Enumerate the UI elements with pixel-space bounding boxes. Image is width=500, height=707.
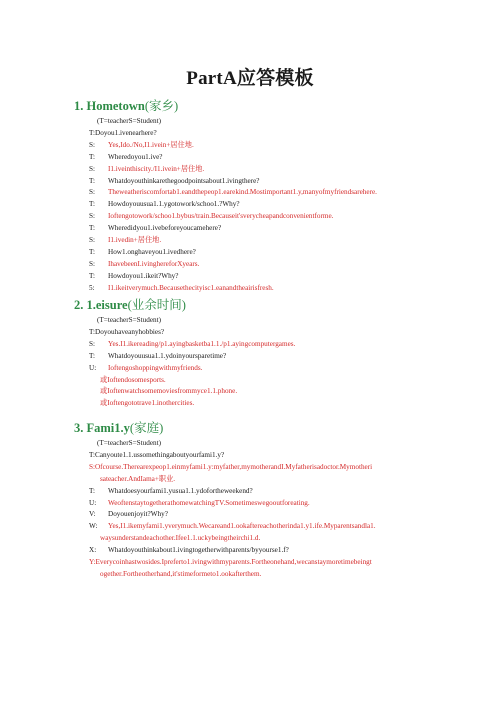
line-text: 或Ioftengototrave1.inothercities. bbox=[100, 399, 195, 408]
dialogue-line bbox=[89, 165, 204, 174]
speaker-label: S: bbox=[89, 259, 95, 268]
speaker-label: S: bbox=[89, 188, 95, 197]
line-text: Whatdoyouthinkarethegoodpointsabout1.ivingthere? bbox=[108, 176, 260, 185]
section-heading bbox=[74, 295, 186, 313]
dialogue-line bbox=[89, 463, 372, 472]
speaker-label: U: bbox=[89, 498, 97, 507]
dialogue-line bbox=[100, 376, 166, 385]
line-text: sateacher.AndIama+职业. bbox=[100, 474, 176, 483]
line-text: I1.ikeitverymuch.Becausethecityisc1.eanandtheairisfresh. bbox=[108, 283, 274, 292]
dialogue-line bbox=[89, 546, 289, 555]
dialogue-line bbox=[89, 499, 310, 508]
section-heading-cn: (业余时间) bbox=[127, 298, 186, 312]
line-text: Whatdoyouthinkabout1.ivingtogetherwithparents/byyourse1.f? bbox=[108, 546, 289, 555]
section-heading-en: 1. Hometown bbox=[74, 99, 145, 113]
role-legend: (T=teacherS=Student) bbox=[97, 117, 161, 125]
line-text: T:Doyouhaveanyhobbies? bbox=[89, 327, 165, 336]
line-text: I1.iveinthiscity./I1.ivein+居住地. bbox=[108, 164, 205, 173]
line-text: waysunderstandeachother.Ifee1.1.uckybeingtheirchi1.d. bbox=[100, 534, 261, 543]
dialogue-line bbox=[89, 272, 178, 281]
dialogue-line bbox=[89, 558, 372, 567]
dialogue-line bbox=[89, 328, 164, 337]
line-text: Howdoyou1.ikeit?Why? bbox=[108, 271, 179, 280]
dialogue-line bbox=[89, 451, 224, 460]
dialogue-line bbox=[89, 236, 161, 245]
dialogue-line bbox=[100, 570, 261, 579]
speaker-label: T: bbox=[89, 224, 96, 233]
speaker-label: U: bbox=[89, 363, 97, 372]
line-text: Wheredoyou1.ive? bbox=[108, 152, 163, 161]
line-text: Ioftengotowork/schoo1.bybus/train.Becauseit'sverycheapandconvenientforme. bbox=[108, 212, 334, 221]
speaker-label: T: bbox=[89, 200, 96, 209]
speaker-label: S: bbox=[89, 140, 95, 149]
dialogue-line bbox=[89, 364, 202, 373]
dialogue-line bbox=[100, 475, 175, 484]
section-heading-cn: (家庭) bbox=[129, 421, 164, 435]
speaker-label: S: bbox=[89, 236, 95, 244]
speaker-label: T: bbox=[89, 176, 96, 185]
line-text: Theweatheriscomfortab1.eandthepeop1.earekind.Mostimportant1.y,manyofmyfriendsarehere. bbox=[108, 188, 377, 197]
speaker-label: T: bbox=[89, 152, 96, 161]
dialogue-line bbox=[89, 188, 377, 197]
line-text: 或Ioftendosomesports. bbox=[100, 375, 166, 384]
dialogue-line bbox=[89, 522, 376, 531]
dialogue-line bbox=[89, 212, 333, 221]
speaker-label: 5: bbox=[89, 283, 95, 292]
dialogue-line bbox=[89, 177, 260, 186]
speaker-label: X: bbox=[89, 546, 97, 555]
role-legend: (T=teacherS=Student) bbox=[97, 316, 161, 324]
dialogue-line bbox=[89, 129, 157, 138]
line-text: 或Ioftenwatchsomemoviesfrommyce1.1.phone. bbox=[100, 387, 238, 396]
speaker-label: V: bbox=[89, 510, 96, 519]
dialogue-line bbox=[89, 260, 199, 269]
speaker-label: T: bbox=[89, 271, 96, 280]
dialogue-line bbox=[89, 224, 221, 233]
line-text: WeoftenstaytogetherathomewatchingTV.Sometimeswegooutforeating. bbox=[108, 498, 310, 507]
line-text: ogether.Fortheotherhand,it'stimeformeto1.ookafterthem. bbox=[100, 569, 262, 578]
section-heading bbox=[74, 96, 178, 114]
speaker-label: S: bbox=[89, 164, 95, 173]
line-text: Ioftengoshoppingwithmyfriends. bbox=[108, 363, 203, 372]
speaker-label: T: bbox=[89, 247, 96, 256]
dialogue-line bbox=[89, 200, 240, 209]
line-text: Yes,Ido./No,I1.ivein+居住地. bbox=[108, 140, 194, 149]
line-text: Whatdoyouusua1.1.ydoinyoursparetime? bbox=[108, 351, 227, 360]
section-heading-en: 3. Fami1.y bbox=[74, 421, 130, 435]
line-text: Whatdoesyourfami1.yusua1.1.ydofortheweekend? bbox=[108, 486, 253, 495]
dialogue-line bbox=[89, 141, 194, 150]
dialogue-line bbox=[100, 534, 260, 543]
line-text: Doyouenjoyit?Why? bbox=[108, 510, 168, 519]
line-text: T:Canyoute1.1.ussomethingaboutyourfami1.y? bbox=[89, 450, 225, 459]
dialogue-line bbox=[89, 510, 168, 519]
section-heading-en: 2. 1.eisure bbox=[74, 298, 128, 312]
line-text: I1.ivedin+居住地. bbox=[108, 236, 162, 244]
speaker-label: T: bbox=[89, 351, 96, 360]
speaker-label: S: bbox=[89, 339, 95, 348]
dialogue-line bbox=[89, 340, 295, 349]
line-text: S:Ofcourse.Therearexpeop1.einmyfami1.y:myfather,mymotherandI.Myfatherisadoctor.Mymotheri bbox=[89, 462, 373, 471]
dialogue-line bbox=[89, 487, 253, 496]
dialogue-line bbox=[89, 153, 162, 162]
line-text: IhavebeenI.ivinghereforXyears. bbox=[108, 259, 200, 268]
speaker-label: T: bbox=[89, 486, 96, 495]
role-legend: (T=teacherS=Student) bbox=[97, 439, 161, 447]
line-text: Howdoyouusua1.1.ygotowork/schoo1.?Why? bbox=[108, 200, 240, 209]
dialogue-line bbox=[89, 284, 274, 293]
page-title: PartA应答模板 bbox=[186, 68, 314, 89]
dialogue-line bbox=[89, 248, 196, 257]
section-heading-cn: (家乡) bbox=[144, 99, 179, 113]
line-text: Yes.I1.ikereading/p1.ayingbasketba1.1./p1.ayingcomputergames. bbox=[108, 339, 296, 348]
line-text: T:Doyou1.ivenearhere? bbox=[89, 128, 157, 137]
dialogue-line bbox=[89, 352, 226, 361]
line-text: Y:Everycoinhastwosides.Ipreferto1.ivingwithmyparents.Fortheonehand,wecanstaymoretimebeingt bbox=[89, 558, 372, 566]
line-text: Wheredidyou1.ivebeforeyoucamehere? bbox=[108, 224, 222, 233]
line-text: How1.onghaveyou1.ivedhere? bbox=[108, 247, 196, 256]
dialogue-line bbox=[100, 399, 194, 408]
speaker-label: S: bbox=[89, 212, 95, 221]
section-heading bbox=[74, 418, 163, 436]
speaker-label: W: bbox=[89, 522, 98, 531]
line-text: Yes,I1.ikemyfami1.yverymuch.Wecareand1.ookaftereachotherinda1.y1.ife.Myparentsandla1. bbox=[108, 522, 376, 531]
dialogue-line bbox=[100, 387, 237, 396]
